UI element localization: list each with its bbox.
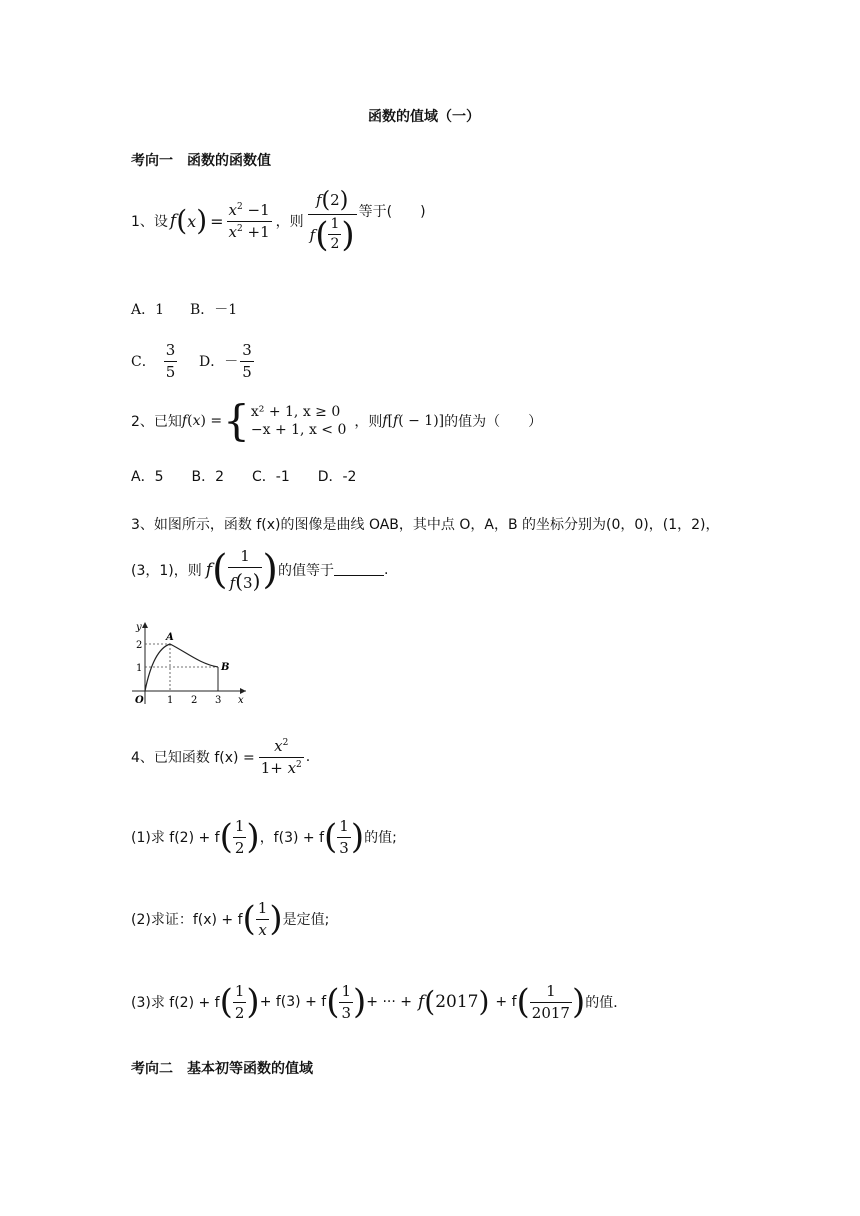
q1-prefix: 1、设 [131,214,168,231]
question-1: 1、设 f ( x ) = $\frac{x^2 -1}{x^2 +1}$ ，则 f(2) f ( $\frac{1}{2}$ ) 等于( ) [131,188,426,255]
section-heading-1: 考向一 函数的函数值 [131,153,271,169]
origin-label: O [135,695,144,706]
q1-ratio: f(2) f ( $\frac{1}{2}$ ) [309,188,355,255]
q2-options: A．5 B．2 C．-1 D．-2 [131,469,357,485]
q4-part-1: (1)求 f(2) + f ( $\frac{1}{2}$ ) ，f(3) + f ( $\frac{1}{3}$ ) 的值; [131,817,397,857]
function-graph [128,618,256,710]
y-axis-label: y [136,622,142,633]
q1-option-a: A．1 [131,302,165,318]
question-4: 4、已知函数 f(x) = $\frac{x^2}{1+ x^2}$ . [131,737,311,777]
page-title: 函数的值域（一） [368,109,480,125]
x-tick-2: 2 [191,695,198,706]
q1-fraction: $\frac{x^2 -1}{x^2 +1}$ [228,201,270,241]
x-tick-3: 3 [215,695,222,706]
q1-option-b: B．－1 [190,302,238,318]
q4-part-3: (3)求 f(2) + f ( $\frac{1}{2}$ ) + f(3) + f ( $\frac{1}{3}$ ) + ··· + f ( 2017 ) + f ( $\frac{1}{2017}$ ) 的值． [131,982,628,1022]
point-b-label: B [221,662,230,673]
q1-option-d: D．－ $\frac{3}{5}$ [199,341,252,381]
y-tick-1: 1 [136,663,143,674]
q1-option-c: C． $\frac{3}{5}$ [131,341,176,381]
q3-line-1: 3、如图所示，函数 f(x)的图像是曲线 OAB，其中点 O，A，B 的坐标分别为(0，0)，(1，2)， [131,517,720,533]
x-tick-1: 1 [167,695,174,706]
q1-comma: ，则 [275,214,304,231]
section-heading-2: 考向二 基本初等函数的值域 [131,1061,313,1077]
question-2: 2、已知 f(x) = { x² + 1, x ≥ 0 −x + 1, x < 0 ，则 f[f( − 1)] 的值为（ ） [131,396,543,445]
y-tick-2: 2 [136,640,143,651]
q1-suffix: 等于( ) [358,204,426,221]
answer-blank [334,563,384,576]
q4-part-2: (2)求证：f(x) + f ( $\frac{1}{x}$ ) 是定值; [131,899,330,939]
x-axis-label: x [238,695,244,706]
point-a-label: A [166,632,174,643]
q2-piecewise: x² + 1, x ≥ 0 −x + 1, x < 0 [250,404,347,438]
q3-line-2: (3，1)，则 f ( $\frac{1}{f(3)}$ ) 的值等于 . [131,546,389,593]
